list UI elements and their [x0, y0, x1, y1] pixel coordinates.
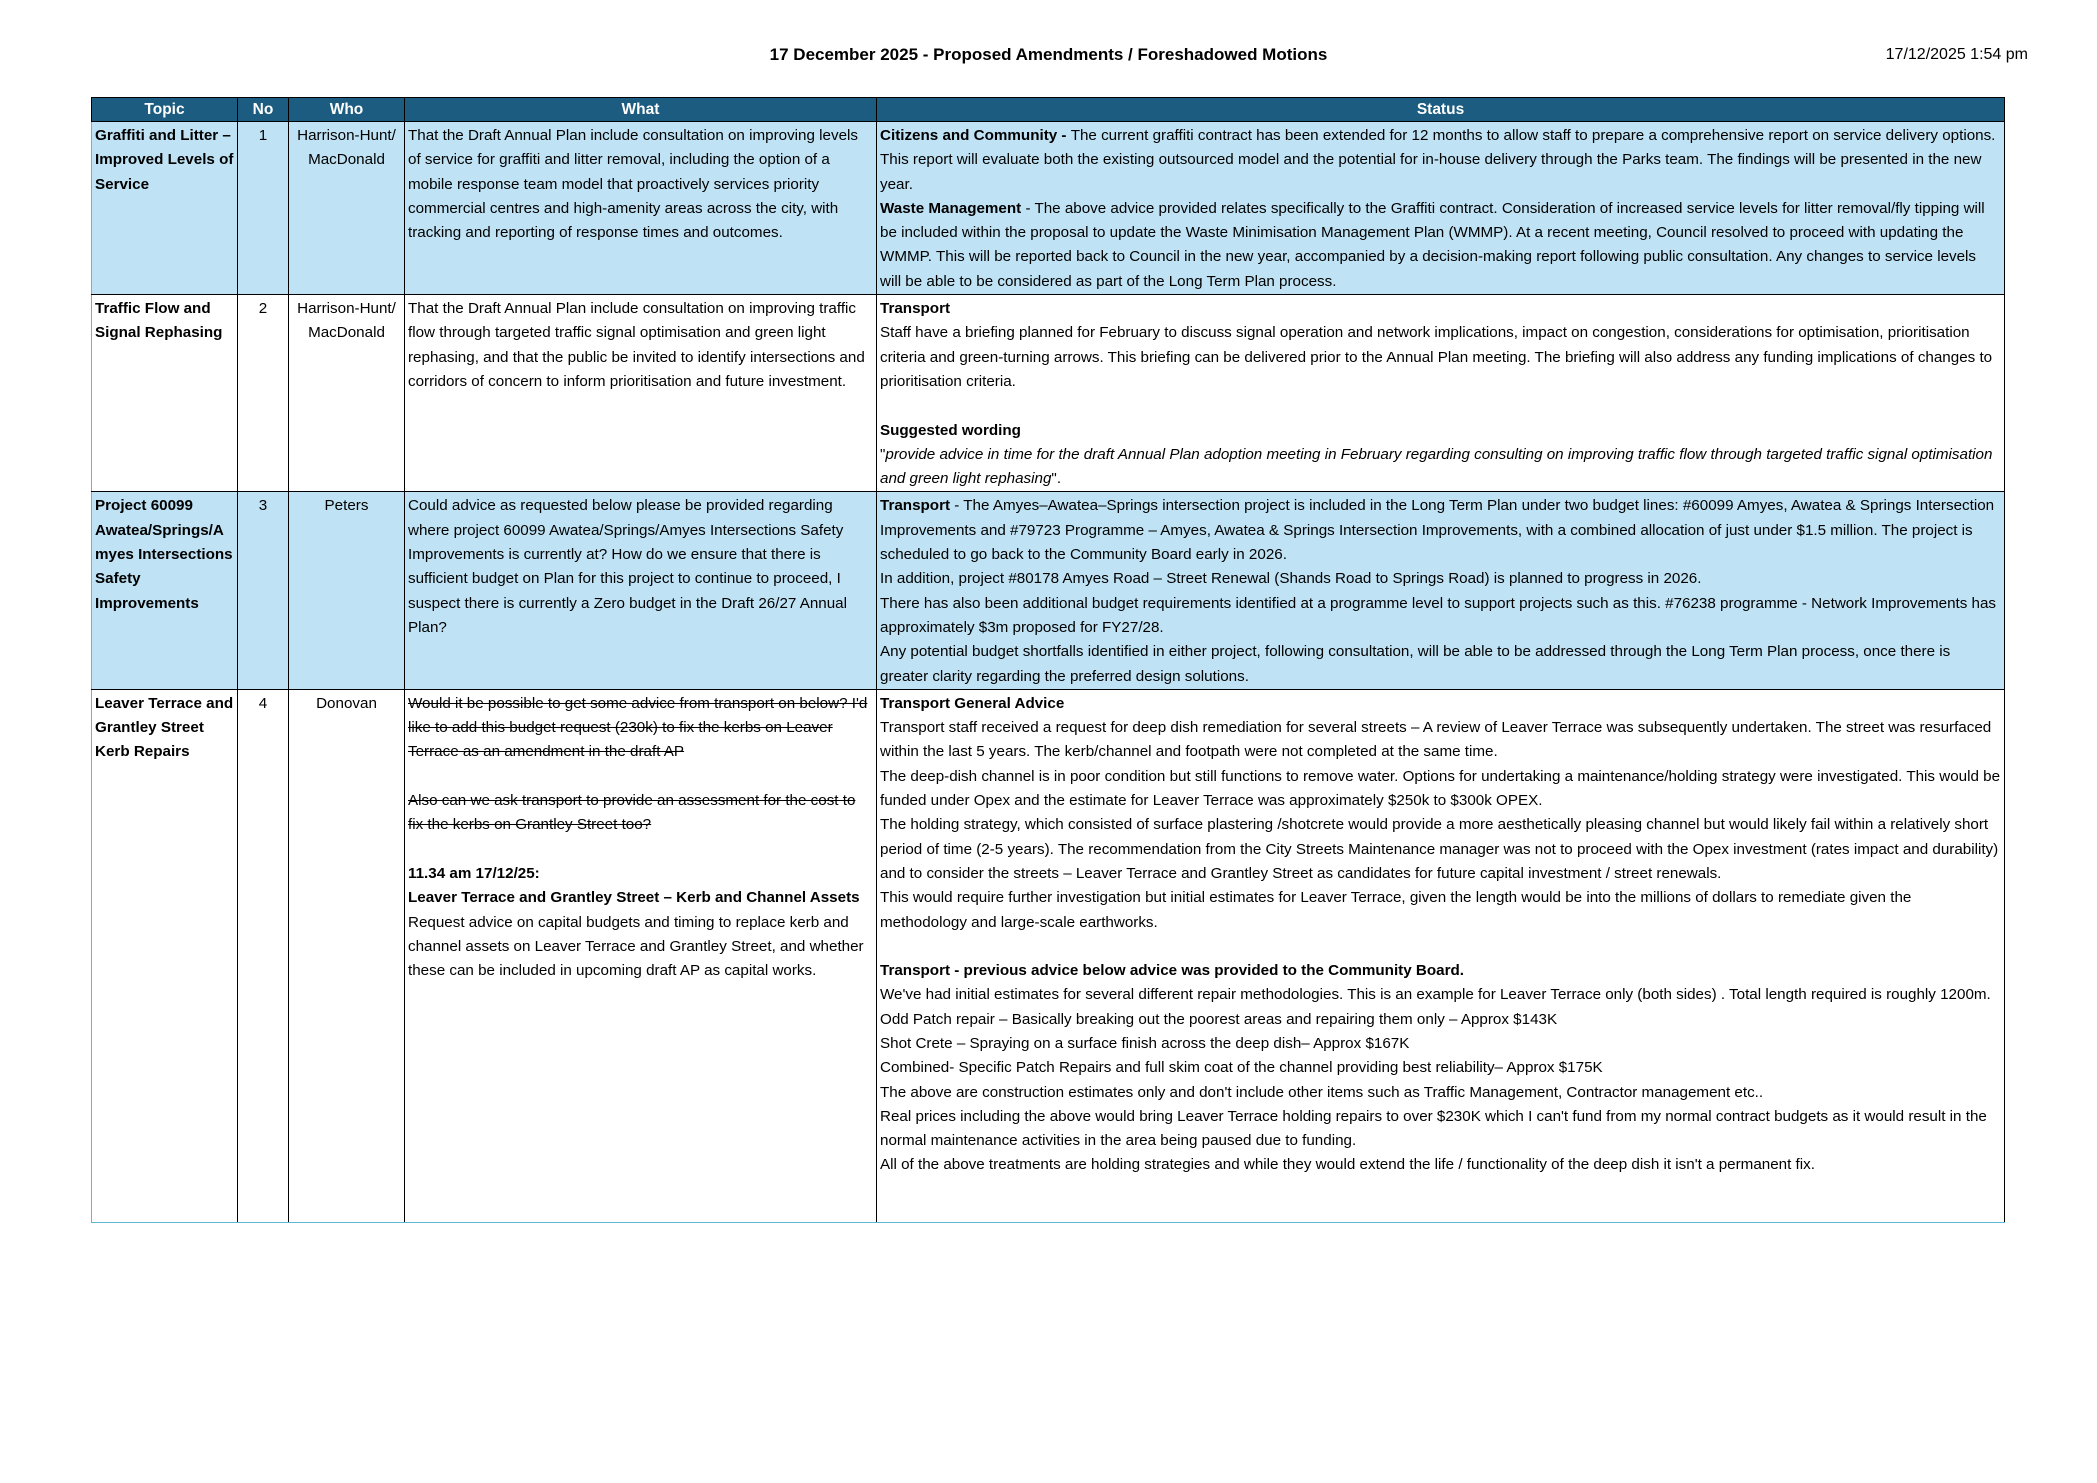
row-topic: Project 60099 Awatea/Springs/Amyes Intersections Safety Improvements [92, 492, 238, 689]
row-status [877, 492, 2005, 689]
row-topic: Leaver Terrace and Grantley Street Kerb Repairs [92, 689, 238, 1222]
what-text: That the Draft Annual Plan include consultation on improving traffic flow through targeted traffic signal optimisation and green light rephasing, and that the public be invited to identify intersections and corridors of concern to inform prioritisation and future investment. [408, 300, 865, 390]
what-text: Request advice on capital budgets and timing to replace kerb and channel assets on Leaver Terrace and Grantley Street, and whether these can be included in upcoming draft AP as capital works. [408, 913, 864, 980]
quote-close: ". [1051, 470, 1062, 488]
status-text: The deep-dish channel is in poor condition but still functions to remove water. Options for undertaking a maintenance/holding strategy were investigated. This would be funded under Opex and the estimate for Leaver Terrace was approximately $250k to $300k OPEX. [880, 767, 2001, 810]
row-status [877, 122, 2005, 295]
column-header-who: Who [289, 98, 405, 122]
status-text: - The above advice provided relates specifically to the Graffiti contract. Consideration of increased service levels for litter removal/fly tipping will be included within the proposal to update the Waste Minimisation Management Plan (WMMP). At a recent meeting, Council resolved to proceed with updating the WMMP. This will be reported back to Council in the new year, accompanied by a decision-making report following public consultation. Any changes to service levels will be able to be considered as part of the Long Term Plan process. [880, 199, 1985, 290]
row-status [877, 295, 2005, 492]
what-text: That the Draft Annual Plan include consultation on improving levels of service for graffiti and litter removal, including the option of a mobile response team model that proactively services priority commercial centres and high-amenity areas across the city, with tracking and reporting of response times and outcomes. [408, 127, 858, 242]
status-text: Odd Patch repair – Basically breaking out the poorest areas and repairing them only – Approx $143K [880, 1010, 1558, 1028]
status-text: Shot Crete – Spraying on a surface finish across the deep dish– Approx $167K [880, 1034, 1410, 1052]
status-heading: Transport - previous advice below advice was provided to the Community Board. [880, 962, 1464, 980]
status-paragraph [880, 197, 2001, 294]
status-paragraph [880, 124, 2001, 197]
spacer [408, 765, 873, 789]
row-number: 3 [238, 492, 289, 689]
status-heading: Transport [880, 300, 951, 318]
row-topic: Traffic Flow and Signal Rephasing [92, 295, 238, 492]
status-text: We've had initial estimates for several different repair methodologies. This is an example for Leaver Terrace only (both sides) . Total length required is roughly 1200m. [880, 986, 1991, 1004]
column-header-topic: Topic [92, 98, 238, 122]
table-row [92, 492, 2005, 689]
time-heading: 11.34 am 17/12/25: [408, 864, 540, 882]
status-text: Transport staff received a request for deep dish remediation for several streets – A review of Leaver Terrace was subsequently undertaken. The street was resurfaced within the last 5 years. The kerb/channel and footpath were not completed at the same time. [880, 719, 1992, 761]
struck-request: Would it be possible to get some advice from transport on below? I'd like to add this budget request (230k) to fix the kerbs on Leaver Terrace as an amendment in the draft AP [408, 694, 868, 761]
table-row [92, 689, 2005, 1222]
spacer [408, 838, 873, 862]
status-text: The current graffiti contract has been extended for 12 months to allow staff to prepare a comprehensive report on service delivery options. This report will evaluate both the existing outsourced model and the potential for in-house delivery through the Parks team. The findings will be presented in the new year. [880, 127, 1996, 193]
status-label: Transport [880, 497, 951, 515]
motions-table [91, 97, 2005, 1223]
row-topic: Graffiti and Litter – Improved Levels of Service [92, 122, 238, 295]
print-timestamp: 17/12/2025 1:54 pm [1885, 46, 2028, 63]
row-what [405, 492, 877, 689]
row-who: Harrison-Hunt/MacDonald [289, 122, 405, 295]
table-row [92, 295, 2005, 492]
status-text: Combined- Specific Patch Repairs and full skim coat of the channel providing best reliability– Approx $175K [880, 1059, 1603, 1077]
status-text: The holding strategy, which consisted of surface plastering /shotcrete would provide a more aesthetically pleasing channel but would likely fail within a relatively short period of time (2-5 years). The recommendation from the City Streets Maintenance manager was not to proceed with the Opex investment (rates impact and durability) and to consider the streets – Leaver Terrace and Grantley Street as candidates for future capital investment / street renewals. [880, 816, 1999, 882]
row-number: 2 [238, 295, 289, 492]
spacer [880, 394, 2001, 418]
suggested-wording [880, 443, 2001, 492]
sub-heading: Leaver Terrace and Grantley Street – Kerb and Channel Assets [408, 889, 860, 907]
status-text: Staff have a briefing planned for February to discuss signal operation and network implications, impact on congestion, considerations for optimisation, prioritisation criteria and green-turning arrows. This briefing can be delivered prior to the Annual Plan meeting. The briefing will also address any funding implications of changes to prioritisation criteria. [880, 324, 1993, 390]
table-header-row [92, 98, 2005, 122]
row-number: 1 [238, 122, 289, 295]
page-title: 17 December 2025 - Proposed Amendments / Foreshadowed Motions [769, 45, 1328, 64]
row-who: Donovan [289, 689, 405, 1222]
status-text: In addition, project #80178 Amyes Road – Street Renewal (Shands Road to Springs Road) is planned to progress in 2026. [880, 570, 1702, 588]
column-header-status: Status [877, 98, 2005, 122]
status-text: There has also been additional budget requirements identified at a programme level to support projects such as this. #76238 programme - Network Improvements has approximately $3m proposed for FY27/28. [880, 594, 1997, 636]
status-text: The above are construction estimates only and don't include other items such as Traffic Management, Contractor management etc.. [880, 1083, 1764, 1101]
status-text: All of the above treatments are holding strategies and while they would extend the life / functionality of the deep dish it isn't a permanent fix. [880, 1156, 1815, 1174]
what-text: Could advice as requested below please be provided regarding where project 60099 Awatea/Springs/Amyes Intersections Safety Improvements is currently at? How do we ensure that there is sufficient budget on Plan for this project to continue to proceed, I suspect there is currently a Zero budget in the Draft 26/27 Annual Plan? [408, 497, 848, 636]
struck-request: Also can we ask transport to provide an assessment for the cost to fix the kerbs on Grantley Street too? [408, 792, 856, 834]
quote-open: " [880, 445, 886, 463]
status-label: Citizens and Community - [880, 127, 1071, 144]
status-paragraph [880, 494, 2001, 567]
row-number: 4 [238, 689, 289, 1222]
row-what [405, 122, 877, 295]
row-status [877, 689, 2005, 1222]
table-row [92, 122, 2005, 295]
status-label: Waste Management [880, 199, 1022, 217]
status-text: Real prices including the above would bring Leaver Terrace holding repairs to over $230K which I can't fund from my normal contract budgets as it would result in the normal maintenance activities in the area being paused due to funding. [880, 1107, 1987, 1150]
status-text: Any potential budget shortfalls identified in either project, following consultation, will be able to be addressed through the Long Term Plan process, once there is greater clarity regarding the preferred design solutions. [880, 643, 1951, 685]
column-header-what: What [405, 98, 877, 122]
column-header-no: No [238, 98, 289, 122]
row-what [405, 295, 877, 492]
status-heading: Transport General Advice [880, 694, 1065, 712]
status-heading: Suggested wording [880, 421, 1021, 439]
status-text: This would require further investigation but initial estimates for Leaver Terrace, given the length would be into the millions of dollars to remediate given the methodology and large-scale earthworks. [880, 889, 1912, 931]
row-what [405, 689, 877, 1222]
row-who: Harrison-Hunt/MacDonald [289, 295, 405, 492]
status-text: - The Amyes–Awatea–Springs intersection project is included in the Long Term Plan under two budget lines: #60099 Amyes, Awatea & Springs Intersection Improvements and #79723 Programme – Amyes, Awatea & Springs Intersection Improvements, with a combined allocation of just under $1.5 million. The project is scheduled to go back to the Community Board early in 2026. [880, 497, 1995, 564]
row-who: Peters [289, 492, 405, 689]
spacer [880, 935, 2001, 959]
quote-text: provide advice in time for the draft Annual Plan adoption meeting in February regarding consulting on improving traffic flow through targeted traffic signal optimisation and green light rephasing [880, 445, 1993, 488]
